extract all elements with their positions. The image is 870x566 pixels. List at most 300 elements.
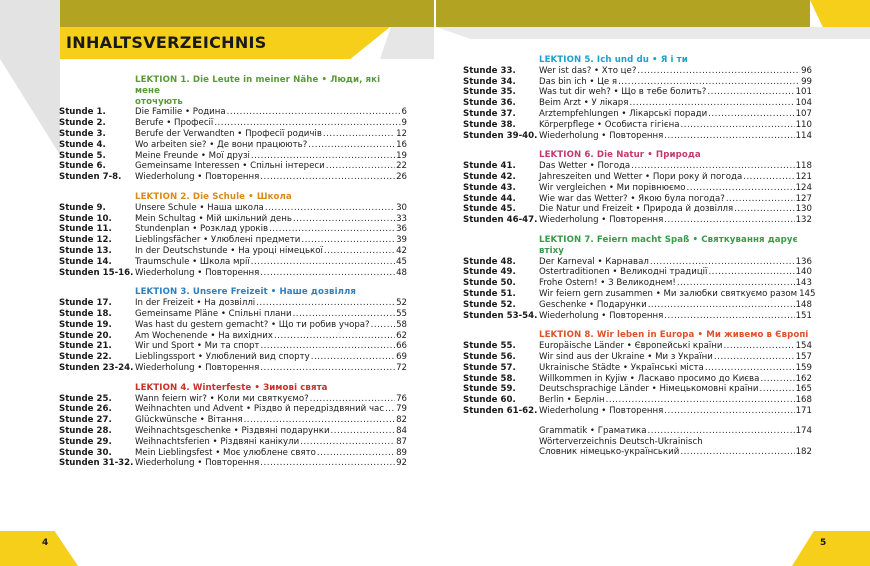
lesson-block [59, 287, 407, 373]
dot-leader [648, 426, 795, 437]
entry-title: Lieblingssport • Улюблений вид спорту [135, 352, 310, 363]
header-strip-right [436, 27, 870, 39]
page-ref: 62 [396, 330, 407, 341]
lesson-block [463, 330, 812, 416]
corner-decoration-grey [0, 0, 60, 155]
entry-title: Der Karneval • Карнавал [539, 256, 649, 267]
page-ref: 96 [801, 65, 812, 76]
toc-entry[interactable] [59, 151, 407, 162]
entry-title: In der Deutschstunde • На уроці німецької [135, 245, 323, 256]
entry-title: Das Wetter • Погода [539, 161, 631, 172]
dot-leader [664, 131, 794, 142]
dot-leader [260, 363, 395, 374]
entry-title: Wiederholung • Повторення [135, 458, 260, 469]
toc-entry[interactable] [59, 107, 407, 118]
page-ref: 132 [795, 215, 812, 226]
toc-entry[interactable] [59, 320, 407, 331]
entry-title: Körperpflege • Особиста гігієна [539, 119, 680, 130]
page-ref: 12 [396, 128, 407, 139]
page-ref: 110 [795, 119, 812, 130]
dot-leader [759, 384, 794, 395]
page-number-right: 5 [820, 538, 827, 548]
lesson-number: Stunde 22. [59, 352, 112, 363]
dot-leader [214, 118, 400, 129]
page-ref: 130 [795, 204, 812, 215]
lesson-number: Stunde 30. [59, 447, 112, 458]
dot-leader [680, 447, 794, 458]
page-ref: 6 [401, 107, 407, 118]
toc-entry[interactable] [463, 131, 812, 142]
entry-title: Weihnachten und Advent • Різдво й передріздвяний час [135, 404, 385, 415]
page-number-left: 4 [42, 538, 49, 548]
entry-title: Jahreszeiten und Wetter • Пори року й погода [539, 171, 743, 182]
page-ref: 79 [396, 404, 407, 415]
entry-title: Berufe der Verwandten • Професії родичів [135, 128, 322, 139]
toc-entry[interactable] [463, 257, 812, 268]
entry-title: Wann feiern wir? • Коли ми святкуємо? [135, 393, 309, 404]
appendix-entries [539, 426, 812, 458]
dot-leader [664, 406, 794, 417]
lesson-number: Stunden 39-40. [463, 130, 538, 141]
entry-title: Gemeinsame Interessen • Спільні інтереси [135, 161, 325, 172]
toc-entry[interactable] [59, 268, 407, 279]
entry-title: Wiederholung • Повторення [135, 267, 260, 278]
entry-title: Lieblingsfächer • Улюблені предмети [135, 235, 301, 246]
lesson-number: Stunde 18. [59, 308, 112, 319]
lesson-number: Stunde 56. [463, 351, 516, 362]
title-band-tail [380, 27, 434, 59]
toc-entry[interactable] [59, 309, 407, 320]
page-ref: 151 [795, 310, 812, 321]
page-ref: 165 [795, 384, 812, 395]
entry-title: Weihnachtsferien • Різдвяні канікули [135, 436, 300, 447]
lesson-number: Stunde 45. [463, 204, 516, 215]
lesson-heading[interactable]: LEKTION 5. Ich und du • Я і ти [539, 55, 688, 65]
entry-title: Am Wochenende • На вихідних [135, 330, 273, 341]
toc-entry[interactable] [463, 395, 812, 406]
toc-entry[interactable] [463, 374, 812, 385]
page-ref: 66 [396, 341, 407, 352]
dot-leader [260, 268, 395, 279]
dot-leader [680, 120, 794, 131]
entry-title: Was tut dir weh? • Що в тебе болить? [539, 87, 707, 98]
dot-leader [385, 404, 395, 415]
dot-leader [256, 298, 395, 309]
dot-leader [708, 267, 794, 278]
lesson-number: Stunde 4. [59, 139, 106, 150]
dot-leader [300, 437, 395, 448]
page-ref: 19 [396, 150, 407, 161]
toc-entry[interactable] [463, 172, 812, 183]
toc-entry[interactable] [59, 363, 407, 374]
entry-title: Ostertraditionen • Великодні традиції [539, 267, 708, 278]
page-ref: 39 [396, 235, 407, 246]
toc-column-right [463, 55, 816, 458]
lesson-number: Stunde 3. [59, 128, 106, 139]
toc-entry[interactable] [59, 298, 407, 309]
lesson-number: Stunde 6. [59, 161, 106, 172]
page-ref: 58 [396, 319, 407, 330]
dot-leader [631, 161, 794, 172]
entry-title: Wiederholung • Повторення [539, 215, 664, 226]
toc-entry[interactable] [463, 406, 812, 417]
entry-title: Europäische Länder • Європейські країни [539, 341, 723, 352]
page-title: INHALTSVERZEICHNIS [66, 33, 267, 52]
dot-leader [618, 77, 800, 88]
dot-leader [707, 87, 794, 98]
page-ref: 89 [396, 447, 407, 458]
page-ref: 107 [795, 108, 812, 119]
lesson-number: Stunde 17. [59, 298, 112, 309]
entry-title: Mein Lieblingsfest • Моє улюблене свято [135, 447, 316, 458]
lesson-number: Stunde 11. [59, 224, 112, 235]
lesson-number: Stunde 36. [463, 98, 516, 109]
page-ref: 143 [795, 278, 812, 289]
toc-entry[interactable] [59, 352, 407, 363]
toc-entry[interactable] [463, 87, 812, 98]
entry-title: Glückwünsche • Вітання [135, 415, 243, 426]
entry-title: Deutschsprachige Länder • Німецькомовні країни [539, 384, 759, 395]
entry-title: Wiederholung • Повторення [539, 130, 664, 141]
entry-title: Die Natur und Freizeit • Природа й дозвілля [539, 204, 734, 215]
dot-leader [323, 129, 395, 140]
dot-leader [664, 311, 794, 322]
dot-leader [723, 341, 794, 352]
header-bar-left [60, 0, 434, 27]
lesson-number: Stunde 57. [463, 362, 516, 373]
dot-leader [293, 214, 395, 225]
dot-leader [260, 458, 395, 469]
page-ref: 171 [795, 405, 812, 416]
entry-title: Словник німецько-український [539, 447, 680, 458]
lesson-number: Stunde 48. [463, 256, 516, 267]
toc-entry[interactable] [59, 140, 407, 151]
toc-entry[interactable] [463, 120, 812, 131]
lesson-number: Stunde 52. [463, 299, 516, 310]
dot-leader [311, 352, 395, 363]
lesson-number: Stunde 58. [463, 373, 516, 384]
toc-entry[interactable] [463, 66, 812, 77]
lesson-number: Stunde 51. [463, 288, 516, 299]
toc-entry[interactable] [59, 437, 407, 448]
toc-entry[interactable] [59, 203, 407, 214]
page-ref: 36 [396, 224, 407, 235]
lesson-block [59, 383, 407, 469]
entry-title: Meine Freunde • Мої друзі [135, 150, 250, 161]
page-ref: 114 [795, 130, 812, 141]
entry-title: Wo arbeiten sie? • Де вони працюють? [135, 139, 308, 150]
toc-entry[interactable] [463, 341, 812, 352]
toc-entry[interactable] [59, 394, 407, 405]
dot-leader [714, 352, 795, 363]
toc-entry[interactable] [463, 204, 812, 215]
dot-leader [251, 151, 395, 162]
lesson-number: Stunde 9. [59, 202, 106, 213]
lesson-heading[interactable]: LEKTION 6. Die Natur • Природа [539, 150, 701, 161]
lesson-heading[interactable]: LEKTION 2. Die Schule • Школа [135, 191, 292, 202]
dot-leader [326, 161, 395, 172]
lesson-block [59, 192, 407, 278]
lesson-number: Stunde 1. [59, 107, 106, 118]
toc-entry[interactable] [59, 426, 407, 437]
entry-title: Wiederholung • Повторення [135, 172, 260, 183]
dot-leader [308, 140, 395, 151]
toc-entry[interactable] [463, 215, 812, 226]
entry-title: Berufe • Професії [135, 118, 214, 129]
page-ref: 42 [396, 245, 407, 256]
page-ref: 26 [396, 172, 407, 183]
page-ref: 162 [795, 373, 812, 384]
toc-entry[interactable] [59, 161, 407, 172]
dot-leader [606, 395, 795, 406]
lesson-number: Stunde 34. [463, 76, 516, 87]
lesson-heading-continued: оточують [135, 96, 183, 107]
lesson-block [463, 55, 812, 141]
entry-title: Die Familie • Родина [135, 107, 226, 118]
dot-leader [244, 415, 396, 426]
lesson-number: Stunde 50. [463, 278, 516, 289]
entry-title: Frohe Ostern! • З Великоднем! [539, 278, 676, 289]
lesson-number: Stunde 35. [463, 87, 516, 98]
dot-leader [637, 66, 800, 77]
page-ref: 136 [795, 256, 812, 267]
page-ref: 145 [799, 288, 816, 299]
dot-leader [650, 257, 795, 268]
entry-title: Grammatik • Граматика [539, 425, 647, 436]
page-ref: 154 [795, 341, 812, 352]
toc-entry[interactable] [463, 363, 812, 374]
lesson-number: Stunden 15-16. [59, 267, 134, 278]
lesson-number: Stunde 29. [59, 436, 112, 447]
dot-leader [743, 172, 794, 183]
toc-entry[interactable] [463, 98, 812, 109]
entry-title: Was hast du gestern gemacht? • Що ти робив учора? [135, 319, 370, 330]
toc-entry[interactable] [539, 447, 812, 458]
lesson-number: Stunde 20. [59, 330, 112, 341]
dot-leader [726, 194, 795, 205]
lesson-number: Stunde 26. [59, 404, 112, 415]
dot-leader [708, 109, 794, 120]
toc-entry[interactable] [59, 214, 407, 225]
page-ref: 101 [795, 87, 812, 98]
footer-decoration-right [792, 531, 870, 566]
lesson-heading[interactable]: LEKTION 4. Winterfeste • Зимові свята [135, 382, 328, 393]
dot-leader [227, 107, 401, 118]
entry-title: Wie war das Wetter? • Якою була погода? [539, 193, 725, 204]
page-ref: 48 [396, 267, 407, 278]
dot-leader [664, 215, 794, 226]
lesson-number: Stunde 12. [59, 235, 112, 246]
toc-entry[interactable] [463, 183, 812, 194]
page-ref: 9 [401, 118, 407, 129]
lesson-number: Stunde 14. [59, 256, 112, 267]
entry-title: Mein Schultag • Мій шкільний день [135, 213, 292, 224]
toc-entry[interactable] [463, 311, 812, 322]
entry-title: Wer ist das? • Хто це? [539, 65, 637, 76]
dot-leader [687, 183, 795, 194]
entry-title: Wir sind aus der Ukraine • Ми з України [539, 351, 713, 362]
entry-title: Unsere Schule • Наша школа [135, 202, 264, 213]
toc-entry[interactable] [463, 300, 812, 311]
entry-title: Das bin ich • Це я [539, 76, 618, 87]
page-ref: 118 [795, 161, 812, 172]
entry-title: Wir und Sport • Ми та спорт [135, 341, 260, 352]
entry-title: Beim Arzt • У лікаря [539, 98, 629, 109]
entry-title: Willkommen in Kyjiw • Ласкаво просимо до Києва [539, 373, 760, 384]
toc-entry[interactable] [59, 331, 407, 342]
page-ref: 92 [396, 458, 407, 469]
page-ref: 69 [396, 352, 407, 363]
toc-entry[interactable] [59, 172, 407, 183]
lesson-number: Stunden 31-32. [59, 458, 134, 469]
toc-entry[interactable] [539, 426, 812, 437]
entry-title: Berlin • Берлін [539, 395, 605, 406]
page-ref: 16 [396, 139, 407, 150]
toc-entry[interactable] [59, 404, 407, 415]
page-ref: 30 [396, 202, 407, 213]
page-ref: 72 [396, 362, 407, 373]
dot-leader [301, 235, 395, 246]
page-ref: 87 [396, 436, 407, 447]
lesson-number: Stunde 49. [463, 267, 516, 278]
page-ref: 45 [396, 256, 407, 267]
entry-title: Ukrainische Städte • Українські міста [539, 362, 704, 373]
entry-title: Geschenke • Подарунки [539, 299, 647, 310]
toc-entry[interactable] [463, 267, 812, 278]
lesson-number: Stunde 27. [59, 415, 112, 426]
toc-entry[interactable] [463, 109, 812, 120]
lesson-number: Stunde 25. [59, 393, 112, 404]
toc-entry[interactable] [539, 437, 812, 448]
dot-leader [760, 374, 794, 385]
page-ref: 33 [396, 213, 407, 224]
toc-column-left [59, 75, 407, 478]
page-ref: 22 [396, 161, 407, 172]
lesson-number: Stunde 55. [463, 341, 516, 352]
page-ref: 76 [396, 393, 407, 404]
lesson-number: Stunden 7-8. [59, 172, 122, 183]
toc-entry[interactable] [463, 77, 812, 88]
page-ref: 157 [795, 351, 812, 362]
entry-title: Gemeinsame Pläne • Спільні плани [135, 308, 292, 319]
dot-leader [260, 341, 395, 352]
dot-leader [265, 203, 395, 214]
page-ref: 52 [396, 298, 407, 309]
dot-leader [317, 448, 395, 459]
lesson-block [59, 75, 407, 183]
entry-title: Weihnachtsgeschenke • Різдвяні подарунки [135, 425, 330, 436]
page-ref: 159 [795, 362, 812, 373]
lesson-heading[interactable]: LEKTION 3. Unsere Freizeit • Наше дозвілля [135, 287, 357, 298]
lesson-number: Stunde 44. [463, 193, 516, 204]
entry-title: Wiederholung • Повторення [539, 310, 664, 321]
lesson-number: Stunde 10. [59, 213, 112, 224]
entry-title: Arztempfehlungen • Лікарські поради [539, 108, 708, 119]
dot-leader [331, 426, 396, 437]
toc-entry[interactable] [59, 118, 407, 129]
dot-leader [648, 300, 795, 311]
lesson-number: Stunden 46-47. [463, 215, 538, 226]
dot-leader [293, 309, 396, 320]
lesson-number: Stunde 60. [463, 395, 516, 406]
lesson-number: Stunde 2. [59, 118, 106, 129]
footer-decoration-left [0, 531, 78, 566]
page-ref: 99 [801, 76, 812, 87]
page-ref: 82 [396, 415, 407, 426]
lesson-number: Stunde 33. [463, 65, 516, 76]
toc-entry[interactable] [59, 129, 407, 140]
lesson-number: Stunden 23-24. [59, 362, 134, 373]
dot-leader [677, 278, 795, 289]
toc-entry[interactable] [59, 246, 407, 257]
page-ref: 121 [795, 171, 812, 182]
page-ref: 182 [795, 447, 812, 458]
page-ref: 124 [795, 182, 812, 193]
dot-leader [251, 257, 395, 268]
dot-leader [734, 204, 794, 215]
page-ref: 55 [396, 308, 407, 319]
dot-leader [269, 224, 395, 235]
dot-leader [629, 98, 794, 109]
toc-entry[interactable] [59, 448, 407, 459]
page-ref: 104 [795, 98, 812, 109]
lesson-heading[interactable]: LEKTION 1. Die Leute in meiner Nähe • Люди, які мене [135, 75, 381, 96]
lesson-number: Stunde 37. [463, 108, 516, 119]
lesson-number: Stunde 38. [463, 119, 516, 130]
entry-title: In der Freizeit • На дозвіллі [135, 298, 256, 309]
dot-leader [371, 320, 395, 331]
lesson-heading[interactable]: LEKTION 8. Wir leben in Europa • Ми живемо в Європі [539, 330, 809, 341]
toc-entry[interactable] [463, 278, 812, 289]
lesson-number: Stunden 53-54. [463, 310, 538, 321]
toc-entry[interactable] [59, 458, 407, 469]
lesson-number: Stunde 13. [59, 245, 112, 256]
entry-title: Wir vergleichen • Ми порівнюємо [539, 182, 686, 193]
page-ref: 127 [795, 193, 812, 204]
lesson-number: Stunde 19. [59, 319, 112, 330]
lesson-block [463, 234, 816, 321]
lesson-number: Stunde 21. [59, 341, 112, 352]
dot-leader [705, 363, 795, 374]
toc-entry[interactable] [463, 384, 812, 395]
lesson-block [463, 150, 812, 226]
lesson-heading[interactable]: LEKTION 7. Feiern macht Spaß • Святкування дарує втіху [539, 234, 798, 256]
entry-title: Stundenplan • Розклад уроків [135, 224, 269, 235]
lesson-number: Stunde 28. [59, 425, 112, 436]
toc-entry[interactable] [59, 341, 407, 352]
toc-entry[interactable] [59, 224, 407, 235]
dot-leader [260, 172, 395, 183]
toc-entry[interactable] [463, 161, 812, 172]
lesson-number: Stunde 5. [59, 150, 106, 161]
toc-entry[interactable] [463, 194, 812, 205]
page-ref: 174 [795, 425, 812, 436]
page-ref: 140 [795, 267, 812, 278]
page-ref: 84 [396, 425, 407, 436]
lesson-number: Stunde 43. [463, 182, 516, 193]
toc-entry[interactable] [59, 257, 407, 268]
entry-title: Traumschule • Школа мрії [135, 256, 250, 267]
toc-entry[interactable] [59, 235, 407, 246]
lesson-number: Stunde 41. [463, 161, 516, 172]
page-ref: 168 [795, 395, 812, 406]
dot-leader [324, 246, 395, 257]
toc-entry[interactable] [463, 288, 816, 300]
entry-title: Wiederholung • Повторення [135, 362, 260, 373]
toc-entry[interactable] [59, 415, 407, 426]
toc-entry[interactable] [463, 352, 812, 363]
page-ref: 148 [795, 299, 812, 310]
